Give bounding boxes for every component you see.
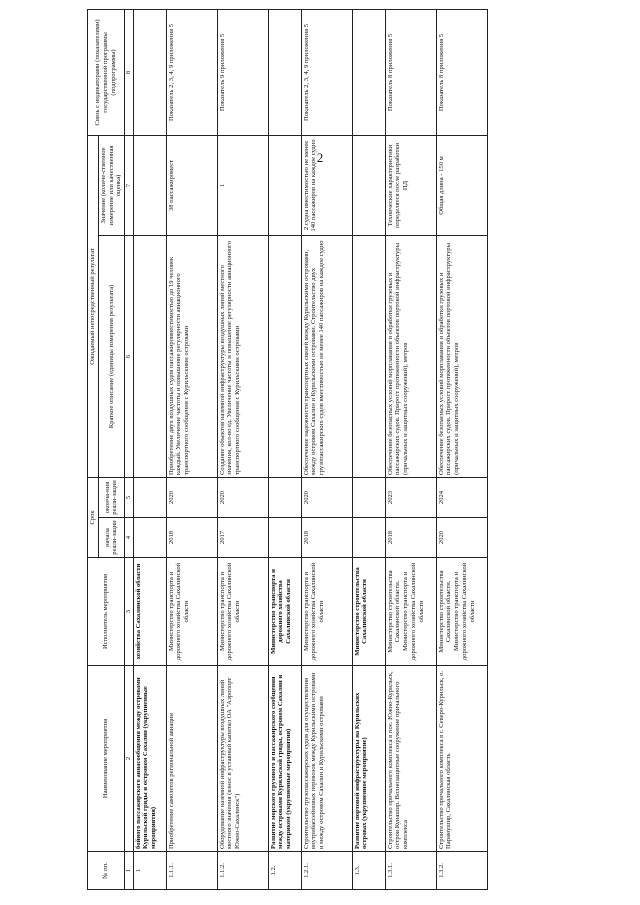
col-number: 8 [125,9,134,135]
col-number: 1 [125,852,134,890]
header-num: № пп. [88,852,125,890]
row-num: 1.1.2. [217,852,268,890]
row-start: 2017 [217,518,268,558]
row-value: Технические характеристики определятся после разработки ПД [385,135,436,235]
row-name: Строительство причального комплекса в пос. Южно-Курильск, остров Кунашир. Волнозащитные сооружение причального комплекса [385,666,436,852]
row-start [352,518,385,558]
row-name: бойного пассажирского авиасообщения между островами Курильской гряды и островом Сахалин (укрупненные мероприятия) [133,666,166,852]
rotated-table-container [87,10,602,890]
row-num: 1.1.1. [166,852,217,890]
row-start [268,518,301,558]
header-term-end: оконча-ния реали-зации [98,477,124,517]
row-num: 1.3.1. [385,852,436,890]
header-link: Связь с индикаторами (показателями) государственной программы (подпрограммы) [88,9,125,135]
row-start: 2020 [436,518,487,558]
table-row [217,9,268,889]
table-row [436,9,487,889]
row-name: Развитие портовой инфраструктуры на Курильских островах (укрупненное мероприятие) [352,666,385,852]
col-number: 7 [125,135,134,235]
row-start: 2018 [301,518,352,558]
col-number: 6 [125,235,134,477]
row-desc: Обеспечение безопасных условий морплавания и обработки грузовых и пассажирских судов. Прирост протяженности объектов портовой инфраструктуры (причальных и защитных сооружений), метров [436,235,487,477]
row-value [268,135,301,235]
table-row [352,9,385,889]
header-result-value: Значение (количе-ственное измерение или качественная оценка) [98,135,124,235]
row-value [133,135,166,235]
measures-table [87,9,488,890]
row-num: 1.3. [352,852,385,890]
col-number: 2 [125,666,134,852]
table-row [385,9,436,889]
table-row [133,9,166,889]
row-executor: Министерство транспорта и дорожного хозяйства Сахалинской области [301,558,352,666]
row-num: 1.2. [268,852,301,890]
row-executor: Министерство строительства Сахалинской области. Министерство транспорта и дорожного хозяйства Сахалинской области [385,558,436,666]
row-end [268,477,301,517]
header-name: Наименование мероприятия [88,666,125,852]
row-executor: хозяйства Сахалинской области [133,558,166,666]
header-executor: Исполнитель мероприятия [88,558,125,666]
row-link [352,9,385,135]
row-desc [133,235,166,477]
row-desc: Обеспечение безопасных условий морплавания и обработки грузовых и пассажирских судов. Прирост протяженности объектов портовой инфраструктуры (причальных и защитных сооружений), метров [385,235,436,477]
row-desc: Обеспечение надежности транспортных связей между Курильскими островами, между островом Сахалин и Курильскими островами. Строительство двух грузопассажирских судов вместимостью не менее 140 пассажиров на каждое судно [301,235,352,477]
row-desc [268,235,301,477]
row-num: 1.3.2. [436,852,487,890]
row-value: 1 [217,135,268,235]
header-term: Срок [88,477,99,557]
row-name: Оборудование наземной инфраструктуры воздушных линий местного значения (взнос в уставный капитал ОА "Аэропорт Южно-Сахалинск") [217,666,268,852]
row-link: Показатель 8 приложения 5 [436,9,487,135]
row-name: Приобретение самолетов региональной авиации [166,666,217,852]
row-executor: Министерство транспорта и дорожного хозяйства Сахалинской области [166,558,217,666]
row-value [352,135,385,235]
row-name: Строительство причального комплекса в г. Северо-Курильск, о. Парамушир, Сахалинская область [436,666,487,852]
row-name: Строительство грузопассажирских судов для осуществления внутрибассейновых перевозок между Курильскими островами и между островом Сахалин и Курильскими островами [301,666,352,852]
page-number: 2 [316,150,324,165]
row-executor: Министерство транспорта и дорожного хозяйства Сахалинской области [217,558,268,666]
row-num: 1.2.1. [301,852,352,890]
row-executor: Министерство транспорта и дорожного хозяйства Сахалинской области [268,558,301,666]
row-link [268,9,301,135]
row-desc: Приобретение двух воздушных судов пассажировместимостью до 19 человек каждый. Увеличение частоты и повышение регулярности авиационного транспортного сообщения с Курильскими островами [166,235,217,477]
row-link: Показатель 9 приложения 5 [217,9,268,135]
row-start [133,518,166,558]
header-term-start: начала реали-зации [98,518,124,558]
row-end [352,477,385,517]
row-link: Показатель 2, 3, 4, 9 приложения 5 [166,9,217,135]
row-end: 2023 [385,477,436,517]
row-value: 38 пассажиромест [166,135,217,235]
row-name: Развитие морского грузового и пассажирского сообщения между островами Курильской гряды, островом Сахалин и материком (укрупненные мероприятия) [268,666,301,852]
row-end: 2020 [166,477,217,517]
col-number: 4 [125,518,134,558]
header-result: Ожидаемый непосредственный результат [88,135,99,477]
row-executor: Министерство строительства Сахалинской области. Министерство транспорта и дорожного хозяйства Сахалинской области [436,558,487,666]
col-number: 5 [125,477,134,517]
table-row [166,9,217,889]
col-number: 3 [125,558,134,666]
row-value: Общая длина - 150 м [436,135,487,235]
row-start: 2018 [166,518,217,558]
table-row [301,9,352,889]
row-executor: Министерство строительства Сахалинской области [352,558,385,666]
row-link: Показатель 2, 3, 4, 9 приложения 5 [301,9,352,135]
row-start: 2018 [385,518,436,558]
row-num: 1 [133,852,166,890]
row-desc: Создание объектов наземной инфраструктуры воздушных линий местного значения, кол-во ед. Увеличение частоты и повышение регулярности авиационного транспортного сообщения с Курильскими островами [217,235,268,477]
row-end: 2020 [301,477,352,517]
header-result-desc: Краткое описание (единицы измерения результата) [98,235,124,477]
row-value: 2 судна вместимостью не менее 140 пассажиров на каждое судно [301,135,352,235]
row-end: 2024 [436,477,487,517]
row-link [133,9,166,135]
table-row [268,9,301,889]
row-link: Показатель 8 приложения 5 [385,9,436,135]
row-end: 2020 [217,477,268,517]
row-desc [352,235,385,477]
row-end [133,477,166,517]
